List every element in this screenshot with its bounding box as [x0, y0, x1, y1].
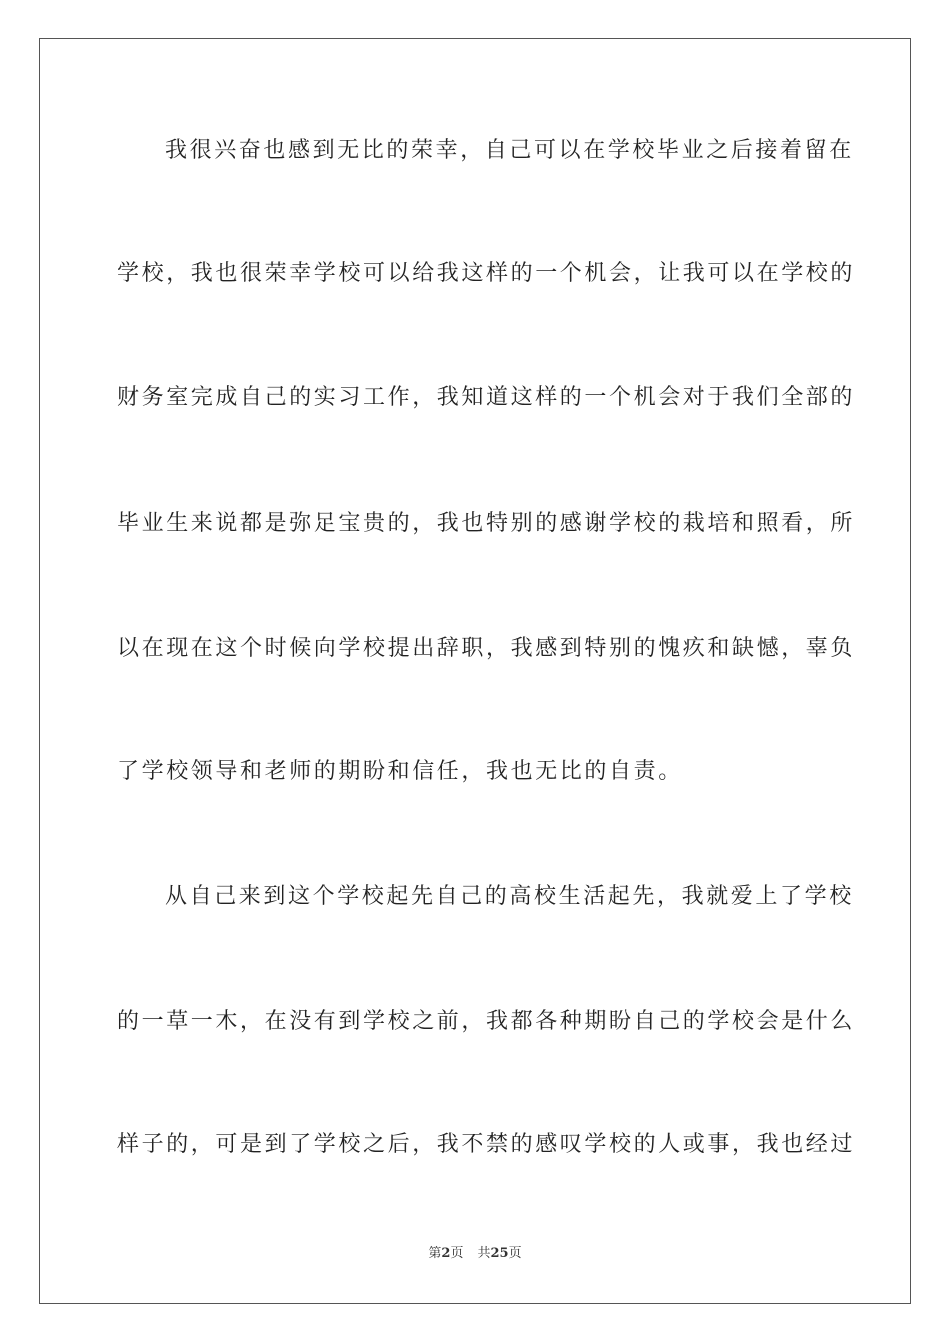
paragraph-1-line-2: 学校，我也很荣幸学校可以给我这样的一个机会，让我可以在学校的 [117, 261, 856, 286]
footer-total-prefix: 共 [477, 1246, 491, 1261]
paragraph-1-line-6: 了学校领导和老师的期盼和信任，我也无比的自责。 [117, 759, 683, 784]
footer-prefix: 第 [428, 1246, 442, 1261]
page-footer [0, 1245, 950, 1263]
paragraph-1-line-4: 毕业生来说都是弥足宝贵的，我也特别的感谢学校的栽培和照看，所 [117, 511, 856, 536]
paragraph-1-line-5: 以在现在这个时候向学校提出辞职，我感到特别的愧疚和缺憾，辜负 [117, 636, 856, 661]
paragraph-1-line-1: 我很兴奋也感到无比的荣幸，自己可以在学校毕业之后接着留在 [165, 138, 854, 163]
footer-total-unit: 页 [508, 1246, 522, 1261]
footer-total-pages: 25 [490, 1246, 509, 1261]
paragraph-1-line-3: 财务室完成自己的实习工作，我知道这样的一个机会对于我们全部的 [117, 385, 856, 410]
footer-page-unit: 页 [450, 1246, 464, 1261]
paragraph-2-line-2: 的一草一木，在没有到学校之前，我都各种期盼自己的学校会是什么 [117, 1009, 856, 1034]
page-border [39, 38, 911, 1304]
paragraph-2-line-1: 从自己来到这个学校起先自己的高校生活起先，我就爱上了学校 [165, 884, 854, 909]
footer-current-page: 2 [441, 1246, 451, 1261]
paragraph-2-line-3: 样子的，可是到了学校之后，我不禁的感叹学校的人或事，我也经过 [117, 1132, 856, 1157]
